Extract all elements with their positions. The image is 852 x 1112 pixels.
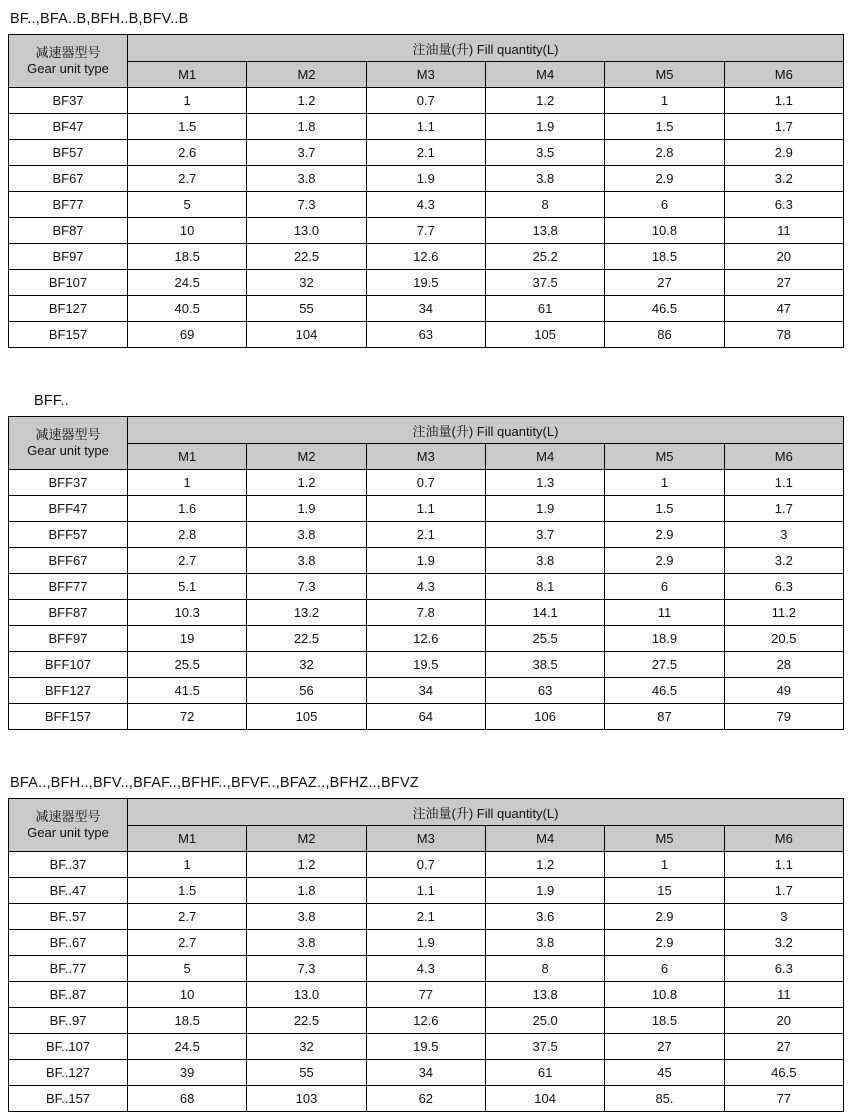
cell-m2: 55 [247, 296, 366, 322]
cell-gear-unit-type: BF..127 [9, 1060, 128, 1086]
cell-gear-unit-type: BFF67 [9, 548, 128, 574]
cell-m5: 1 [605, 852, 724, 878]
column-header-gear-unit-type [9, 799, 128, 852]
cell-m5: 2.9 [605, 522, 724, 548]
cell-gear-unit-type: BFF77 [9, 574, 128, 600]
cell-m1: 18.5 [128, 1008, 247, 1034]
cell-m1: 1.6 [128, 496, 247, 522]
cell-m3: 7.8 [366, 600, 485, 626]
cell-m1: 2.7 [128, 166, 247, 192]
cell-m2: 104 [247, 322, 366, 348]
cell-m3: 1.1 [366, 496, 485, 522]
cell-m2: 3.8 [247, 930, 366, 956]
gear-unit-type-en: Gear unit type [27, 443, 109, 458]
column-header-m1: M1 [128, 62, 247, 88]
cell-m4: 37.5 [485, 270, 604, 296]
cell-m3: 34 [366, 1060, 485, 1086]
section-title-2: BFF.. [34, 393, 69, 409]
column-header-gear-unit-type [9, 417, 128, 470]
cell-m4: 1.9 [485, 496, 604, 522]
cell-m3: 19.5 [366, 652, 485, 678]
cell-m2: 7.3 [247, 956, 366, 982]
cell-m1: 10 [128, 982, 247, 1008]
cell-m6: 3 [724, 522, 843, 548]
section-spacer [8, 358, 844, 386]
cell-gear-unit-type: BFF47 [9, 496, 128, 522]
cell-m2: 13.0 [247, 982, 366, 1008]
table-row [9, 1034, 844, 1060]
column-header-m6: M6 [724, 826, 843, 852]
cell-m3: 1.1 [366, 114, 485, 140]
cell-m4: 106 [485, 704, 604, 730]
cell-m6: 47 [724, 296, 843, 322]
cell-m6: 3.2 [724, 548, 843, 574]
section-spacer [8, 740, 844, 768]
cell-gear-unit-type: BFF107 [9, 652, 128, 678]
cell-m6: 27 [724, 270, 843, 296]
cell-m4: 3.8 [485, 548, 604, 574]
cell-m5: 27.5 [605, 652, 724, 678]
cell-m4: 8 [485, 192, 604, 218]
fill-quantity-table-3 [8, 798, 844, 1112]
cell-gear-unit-type: BF47 [9, 114, 128, 140]
cell-gear-unit-type: BFF127 [9, 678, 128, 704]
cell-gear-unit-type: BF67 [9, 166, 128, 192]
cell-m1: 2.6 [128, 140, 247, 166]
cell-m3: 4.3 [366, 956, 485, 982]
cell-m1: 19 [128, 626, 247, 652]
section-title-1: BF..,BFA..B,BFH..B,BFV..B [10, 11, 189, 27]
column-header-m4: M4 [485, 444, 604, 470]
cell-m6: 49 [724, 678, 843, 704]
cell-m4: 25.2 [485, 244, 604, 270]
cell-m2: 13.2 [247, 600, 366, 626]
cell-m6: 11 [724, 982, 843, 1008]
fill-quantity-table-2 [8, 416, 844, 730]
cell-m3: 19.5 [366, 1034, 485, 1060]
cell-m6: 77 [724, 1086, 843, 1112]
column-header-m4: M4 [485, 62, 604, 88]
cell-m5: 2.9 [605, 904, 724, 930]
column-header-m1: M1 [128, 826, 247, 852]
cell-m6: 6.3 [724, 192, 843, 218]
cell-m5: 6 [605, 192, 724, 218]
cell-m5: 10.8 [605, 218, 724, 244]
table-row [9, 244, 844, 270]
table-row [9, 166, 844, 192]
cell-m1: 41.5 [128, 678, 247, 704]
cell-m1: 68 [128, 1086, 247, 1112]
cell-gear-unit-type: BF..157 [9, 1086, 128, 1112]
cell-gear-unit-type: BFF87 [9, 600, 128, 626]
cell-m1: 72 [128, 704, 247, 730]
cell-m5: 11 [605, 600, 724, 626]
table-row [9, 270, 844, 296]
cell-m3: 1.9 [366, 166, 485, 192]
cell-m5: 2.9 [605, 548, 724, 574]
cell-m6: 27 [724, 1034, 843, 1060]
cell-m6: 1.7 [724, 496, 843, 522]
cell-m5: 46.5 [605, 678, 724, 704]
cell-m2: 32 [247, 270, 366, 296]
table-row [9, 192, 844, 218]
cell-m1: 40.5 [128, 296, 247, 322]
cell-m3: 2.1 [366, 140, 485, 166]
cell-m2: 3.8 [247, 548, 366, 574]
cell-m4: 1.3 [485, 470, 604, 496]
column-header-m4: M4 [485, 826, 604, 852]
cell-m4: 105 [485, 322, 604, 348]
cell-m5: 18.5 [605, 244, 724, 270]
cell-m2: 55 [247, 1060, 366, 1086]
cell-m6: 6.3 [724, 956, 843, 982]
table-row [9, 88, 844, 114]
cell-m3: 62 [366, 1086, 485, 1112]
column-header-m3: M3 [366, 826, 485, 852]
cell-m6: 20 [724, 1008, 843, 1034]
cell-m1: 5 [128, 956, 247, 982]
cell-m6: 1.7 [724, 878, 843, 904]
cell-m2: 22.5 [247, 626, 366, 652]
cell-gear-unit-type: BF77 [9, 192, 128, 218]
cell-gear-unit-type: BF107 [9, 270, 128, 296]
table-header-row-bottom [9, 62, 844, 88]
cell-m4: 1.9 [485, 114, 604, 140]
cell-m4: 38.5 [485, 652, 604, 678]
cell-m2: 22.5 [247, 244, 366, 270]
cell-m6: 11.2 [724, 600, 843, 626]
column-header-m6: M6 [724, 62, 843, 88]
cell-m1: 2.8 [128, 522, 247, 548]
table-row [9, 496, 844, 522]
table-row [9, 956, 844, 982]
table-header-row-bottom [9, 444, 844, 470]
cell-m2: 22.5 [247, 1008, 366, 1034]
table-row [9, 548, 844, 574]
cell-m5: 27 [605, 270, 724, 296]
cell-m5: 27 [605, 1034, 724, 1060]
cell-m6: 78 [724, 322, 843, 348]
table-row [9, 600, 844, 626]
cell-m1: 10.3 [128, 600, 247, 626]
cell-m5: 46.5 [605, 296, 724, 322]
table-row [9, 522, 844, 548]
table-header-row-top [9, 417, 844, 444]
cell-m5: 87 [605, 704, 724, 730]
table-row [9, 904, 844, 930]
cell-gear-unit-type: BFF37 [9, 470, 128, 496]
cell-gear-unit-type: BF..37 [9, 852, 128, 878]
cell-m3: 4.3 [366, 574, 485, 600]
cell-m6: 3 [724, 904, 843, 930]
cell-m2: 7.3 [247, 574, 366, 600]
cell-m6: 3.2 [724, 930, 843, 956]
cell-m4: 3.8 [485, 930, 604, 956]
table-row [9, 1086, 844, 1112]
cell-gear-unit-type: BF157 [9, 322, 128, 348]
cell-m3: 12.6 [366, 1008, 485, 1034]
cell-m1: 2.7 [128, 904, 247, 930]
table-header [9, 417, 844, 470]
cell-m4: 25.0 [485, 1008, 604, 1034]
cell-m1: 1 [128, 852, 247, 878]
cell-gear-unit-type: BF87 [9, 218, 128, 244]
cell-m4: 61 [485, 296, 604, 322]
cell-gear-unit-type: BF..77 [9, 956, 128, 982]
cell-gear-unit-type: BFF57 [9, 522, 128, 548]
cell-gear-unit-type: BF57 [9, 140, 128, 166]
cell-m3: 2.1 [366, 522, 485, 548]
cell-m1: 2.7 [128, 548, 247, 574]
section-title-3: BFA..,BFH..,BFV..,BFAF..,BFHF..,BFVF..,BFAZ..,BFHZ..,BFVZ [10, 775, 419, 791]
cell-m4: 1.2 [485, 88, 604, 114]
cell-m3: 77 [366, 982, 485, 1008]
cell-m4: 61 [485, 1060, 604, 1086]
cell-m6: 20 [724, 244, 843, 270]
cell-m5: 15 [605, 878, 724, 904]
cell-m2: 1.8 [247, 114, 366, 140]
cell-m3: 19.5 [366, 270, 485, 296]
table-body [9, 852, 844, 1112]
table-row [9, 1060, 844, 1086]
cell-gear-unit-type: BF97 [9, 244, 128, 270]
cell-m2: 1.2 [247, 88, 366, 114]
cell-m5: 86 [605, 322, 724, 348]
cell-gear-unit-type: BF..67 [9, 930, 128, 956]
cell-gear-unit-type: BFF97 [9, 626, 128, 652]
table-row [9, 218, 844, 244]
cell-m5: 1 [605, 470, 724, 496]
cell-m3: 0.7 [366, 470, 485, 496]
cell-m6: 6.3 [724, 574, 843, 600]
cell-m1: 24.5 [128, 1034, 247, 1060]
cell-m3: 4.3 [366, 192, 485, 218]
table-row [9, 878, 844, 904]
table-section-3 [8, 774, 844, 1112]
gear-unit-type-cn: 减速器型号 [35, 45, 101, 60]
cell-m2: 1.2 [247, 470, 366, 496]
cell-m3: 1.9 [366, 930, 485, 956]
cell-m6: 1.7 [724, 114, 843, 140]
column-header-fill-quantity: 注油量(升) Fill quantity(L) [128, 35, 844, 62]
gear-unit-type-cn: 减速器型号 [35, 809, 101, 824]
cell-m6: 1.1 [724, 88, 843, 114]
cell-gear-unit-type: BF..47 [9, 878, 128, 904]
cell-m2: 105 [247, 704, 366, 730]
column-header-m6: M6 [724, 444, 843, 470]
cell-m2: 3.7 [247, 140, 366, 166]
table-row [9, 322, 844, 348]
cell-m2: 7.3 [247, 192, 366, 218]
cell-m4: 3.5 [485, 140, 604, 166]
column-header-m3: M3 [366, 444, 485, 470]
cell-m4: 63 [485, 678, 604, 704]
cell-m2: 13.0 [247, 218, 366, 244]
cell-m3: 7.7 [366, 218, 485, 244]
cell-m4: 3.7 [485, 522, 604, 548]
cell-gear-unit-type: BF37 [9, 88, 128, 114]
cell-m5: 18.9 [605, 626, 724, 652]
cell-m4: 25.5 [485, 626, 604, 652]
column-header-m2: M2 [247, 444, 366, 470]
table-row [9, 140, 844, 166]
cell-m4: 1.9 [485, 878, 604, 904]
cell-m5: 6 [605, 574, 724, 600]
cell-gear-unit-type: BFF157 [9, 704, 128, 730]
cell-m1: 1 [128, 88, 247, 114]
cell-m2: 1.9 [247, 496, 366, 522]
cell-m1: 1.5 [128, 114, 247, 140]
cell-m1: 39 [128, 1060, 247, 1086]
cell-m3: 2.1 [366, 904, 485, 930]
cell-m6: 2.9 [724, 140, 843, 166]
cell-gear-unit-type: BF..87 [9, 982, 128, 1008]
column-header-m5: M5 [605, 62, 724, 88]
table-row [9, 114, 844, 140]
cell-m3: 34 [366, 296, 485, 322]
cell-m6: 28 [724, 652, 843, 678]
cell-gear-unit-type: BF..107 [9, 1034, 128, 1060]
cell-m1: 1 [128, 470, 247, 496]
cell-m1: 24.5 [128, 270, 247, 296]
cell-m1: 69 [128, 322, 247, 348]
cell-m1: 2.7 [128, 930, 247, 956]
cell-m5: 1 [605, 88, 724, 114]
cell-gear-unit-type: BF..57 [9, 904, 128, 930]
cell-m2: 1.2 [247, 852, 366, 878]
table-header [9, 35, 844, 88]
cell-m3: 12.6 [366, 244, 485, 270]
cell-m2: 56 [247, 678, 366, 704]
cell-m6: 1.1 [724, 852, 843, 878]
cell-m2: 3.8 [247, 904, 366, 930]
cell-m1: 25.5 [128, 652, 247, 678]
fill-quantity-table-1 [8, 34, 844, 348]
table-header-row-top [9, 799, 844, 826]
table-section-2 [8, 392, 844, 730]
cell-m4: 3.6 [485, 904, 604, 930]
column-header-m2: M2 [247, 62, 366, 88]
cell-m6: 1.1 [724, 470, 843, 496]
table-row [9, 470, 844, 496]
cell-m4: 37.5 [485, 1034, 604, 1060]
cell-m3: 34 [366, 678, 485, 704]
cell-m5: 6 [605, 956, 724, 982]
cell-m5: 2.9 [605, 930, 724, 956]
cell-m4: 8.1 [485, 574, 604, 600]
cell-m5: 1.5 [605, 496, 724, 522]
cell-m1: 1.5 [128, 878, 247, 904]
cell-m5: 85. [605, 1086, 724, 1112]
cell-m3: 63 [366, 322, 485, 348]
cell-m4: 14.1 [485, 600, 604, 626]
cell-m2: 3.8 [247, 166, 366, 192]
column-header-m3: M3 [366, 62, 485, 88]
cell-m5: 45 [605, 1060, 724, 1086]
table-row [9, 296, 844, 322]
table-row [9, 852, 844, 878]
cell-m3: 12.6 [366, 626, 485, 652]
table-row [9, 574, 844, 600]
cell-m1: 18.5 [128, 244, 247, 270]
cell-m6: 79 [724, 704, 843, 730]
cell-m3: 1.9 [366, 548, 485, 574]
table-header-row-bottom [9, 826, 844, 852]
table-row [9, 1008, 844, 1034]
column-header-m5: M5 [605, 444, 724, 470]
cell-m6: 11 [724, 218, 843, 244]
column-header-m2: M2 [247, 826, 366, 852]
table-row [9, 626, 844, 652]
cell-m4: 13.8 [485, 218, 604, 244]
cell-m6: 3.2 [724, 166, 843, 192]
cell-m3: 64 [366, 704, 485, 730]
cell-m4: 3.8 [485, 166, 604, 192]
table-row [9, 982, 844, 1008]
cell-m2: 3.8 [247, 522, 366, 548]
cell-m3: 0.7 [366, 852, 485, 878]
cell-m5: 2.8 [605, 140, 724, 166]
gear-unit-type-en: Gear unit type [27, 825, 109, 840]
cell-m3: 0.7 [366, 88, 485, 114]
table-row [9, 704, 844, 730]
column-header-gear-unit-type [9, 35, 128, 88]
cell-m5: 1.5 [605, 114, 724, 140]
cell-m2: 32 [247, 652, 366, 678]
cell-m3: 1.1 [366, 878, 485, 904]
cell-m1: 5.1 [128, 574, 247, 600]
cell-gear-unit-type: BF..97 [9, 1008, 128, 1034]
table-header-row-top [9, 35, 844, 62]
column-header-m5: M5 [605, 826, 724, 852]
cell-m5: 10.8 [605, 982, 724, 1008]
cell-m1: 5 [128, 192, 247, 218]
cell-m1: 10 [128, 218, 247, 244]
table-body [9, 88, 844, 348]
gear-unit-type-en: Gear unit type [27, 61, 109, 76]
cell-m4: 8 [485, 956, 604, 982]
column-header-fill-quantity: 注油量(升) Fill quantity(L) [128, 417, 844, 444]
gear-unit-type-cn: 减速器型号 [35, 427, 101, 442]
table-row [9, 930, 844, 956]
cell-m4: 1.2 [485, 852, 604, 878]
cell-m6: 46.5 [724, 1060, 843, 1086]
table-section-1 [8, 10, 844, 348]
table-row [9, 678, 844, 704]
cell-m4: 13.8 [485, 982, 604, 1008]
cell-gear-unit-type: BF127 [9, 296, 128, 322]
table-body [9, 470, 844, 730]
column-header-m1: M1 [128, 444, 247, 470]
cell-m2: 32 [247, 1034, 366, 1060]
cell-m4: 104 [485, 1086, 604, 1112]
column-header-fill-quantity: 注油量(升) Fill quantity(L) [128, 799, 844, 826]
cell-m6: 20.5 [724, 626, 843, 652]
cell-m5: 2.9 [605, 166, 724, 192]
table-row [9, 652, 844, 678]
table-header [9, 799, 844, 852]
cell-m2: 1.8 [247, 878, 366, 904]
cell-m5: 18.5 [605, 1008, 724, 1034]
cell-m2: 103 [247, 1086, 366, 1112]
